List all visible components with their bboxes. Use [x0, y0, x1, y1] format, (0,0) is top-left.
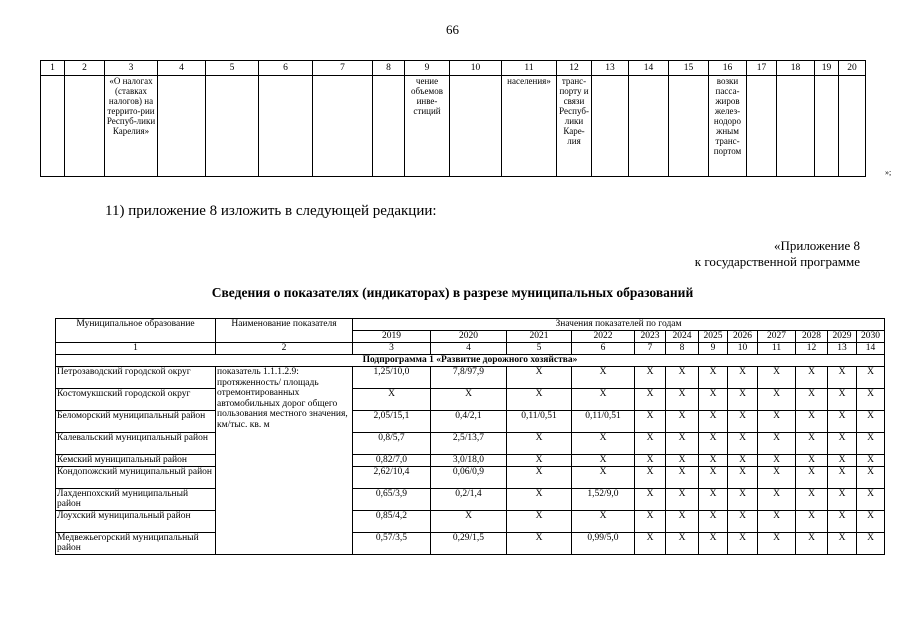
value-cell: X [828, 455, 857, 467]
column-number-cell: 4 [431, 343, 507, 355]
value-cell: X [857, 466, 885, 488]
value-cell: X [635, 455, 666, 467]
value-cell: X [828, 411, 857, 433]
value-cell: X [572, 367, 635, 389]
year-header: 2023 [635, 331, 666, 343]
table-row [56, 455, 885, 467]
value-cell: X [666, 433, 699, 455]
value-cell: X [635, 466, 666, 488]
indicator-name: показатель 1.1.1.2.9: протяженность/ площадь отремонтированных автомобильных дорог общего пользования местного значения, км/тыс. кв. м [216, 367, 353, 555]
municipality-name: Медвежьегорский муниципальный район [56, 532, 216, 554]
column-number-cell: 3 [353, 343, 431, 355]
municipality-name: Костомукшский городской округ [56, 389, 216, 411]
value-cell: X [857, 532, 885, 554]
table-cell [592, 76, 629, 177]
municipality-name: Кемский муниципальный район [56, 455, 216, 467]
value-cell: X [796, 532, 828, 554]
column-number-cell: 9 [405, 61, 450, 76]
value-cell: X [758, 433, 796, 455]
value-cell: X [353, 389, 431, 411]
year-header: 2021 [507, 331, 572, 343]
year-header: 2029 [828, 331, 857, 343]
table-cell [629, 76, 669, 177]
column-number-cell: 14 [857, 343, 885, 355]
value-cell: X [857, 367, 885, 389]
municipality-name: Петрозаводский городской округ [56, 367, 216, 389]
value-cell: X [758, 411, 796, 433]
value-cell: X [828, 510, 857, 532]
value-cell: X [728, 389, 758, 411]
value-cell: 7,8/97,9 [431, 367, 507, 389]
value-cell: X [828, 532, 857, 554]
value-cell: X [666, 367, 699, 389]
year-header: 2020 [431, 331, 507, 343]
value-cell: X [699, 488, 728, 510]
table-row [56, 411, 885, 433]
continued-table [40, 60, 866, 177]
value-cell: X [666, 466, 699, 488]
table-cell: населения» [502, 76, 557, 177]
value-cell: X [699, 411, 728, 433]
value-cell: X [857, 510, 885, 532]
value-cell: X [572, 455, 635, 467]
column-number-cell: 17 [747, 61, 777, 76]
value-cell: X [507, 466, 572, 488]
column-number-cell: 20 [839, 61, 866, 76]
municipality-name: Лахденпохский муниципальный район [56, 488, 216, 510]
column-number-cell: 6 [259, 61, 313, 76]
table-cell [259, 76, 313, 177]
table-cell [158, 76, 206, 177]
municipality-name: Беломорский муниципальный район [56, 411, 216, 433]
column-number-cell: 12 [796, 343, 828, 355]
table-cell [41, 76, 65, 177]
instruction-text: 11) приложение 8 изложить в следующей редакции: [105, 203, 437, 219]
value-cell: 0,4/2,1 [431, 411, 507, 433]
value-cell: 1,25/10,0 [353, 367, 431, 389]
value-cell: 0,11/0,51 [572, 411, 635, 433]
year-header: 2028 [796, 331, 828, 343]
value-cell: X [728, 510, 758, 532]
appendix-line-1: «Приложение 8 [773, 238, 860, 253]
value-cell: X [666, 510, 699, 532]
value-cell: 0,06/0,9 [431, 466, 507, 488]
year-header: 2027 [758, 331, 796, 343]
column-number-cell: 11 [758, 343, 796, 355]
table-row [56, 510, 885, 532]
table-cell [777, 76, 815, 177]
value-cell: 0,65/3,9 [353, 488, 431, 510]
value-cell: X [507, 389, 572, 411]
value-cell: X [507, 367, 572, 389]
value-cell: X [857, 488, 885, 510]
value-cell: X [666, 455, 699, 467]
value-cell: 0,85/4,2 [353, 510, 431, 532]
value-cell: X [796, 488, 828, 510]
appendix-heading [695, 238, 860, 270]
table-row [56, 367, 885, 389]
column-number-cell: 11 [502, 61, 557, 76]
value-cell: X [796, 455, 828, 467]
municipality-name: Калевальский муниципальный район [56, 433, 216, 455]
municipality-name: Кондопожский муниципальный район [56, 466, 216, 488]
column-number-cell: 2 [216, 343, 353, 355]
value-cell: X [828, 389, 857, 411]
value-cell: X [635, 389, 666, 411]
document-title: Сведения о показателях (индикаторах) в разрезе муниципальных образований [211, 285, 694, 300]
value-cell: X [728, 532, 758, 554]
table-cell [747, 76, 777, 177]
value-cell: X [699, 532, 728, 554]
value-cell: 1,52/9,0 [572, 488, 635, 510]
value-cell: X [431, 389, 507, 411]
column-number-cell: 3 [105, 61, 158, 76]
value-cell: X [507, 433, 572, 455]
value-cell: X [572, 389, 635, 411]
value-cell: X [699, 389, 728, 411]
value-cell: X [796, 367, 828, 389]
value-cell: X [666, 389, 699, 411]
column-number-cell: 7 [635, 343, 666, 355]
value-cell: X [796, 411, 828, 433]
column-number-cell: 1 [56, 343, 216, 355]
value-cell: X [796, 389, 828, 411]
value-cell: X [699, 466, 728, 488]
value-cell: X [699, 367, 728, 389]
table-cell [313, 76, 373, 177]
value-cell: X [699, 455, 728, 467]
value-cell: X [857, 433, 885, 455]
table-cell [839, 76, 866, 177]
value-cell: X [758, 510, 796, 532]
value-cell: X [728, 433, 758, 455]
value-cell: 0,99/5,0 [572, 532, 635, 554]
value-cell: X [699, 433, 728, 455]
value-cell: X [572, 466, 635, 488]
value-cell: X [796, 433, 828, 455]
year-header: 2026 [728, 331, 758, 343]
value-cell: X [828, 367, 857, 389]
subprogram-heading: Подпрограмма 1 «Развитие дорожного хозяйства» [56, 355, 885, 367]
table-row [56, 532, 885, 554]
header-values-by-years: Значения показателей по годам [353, 319, 885, 331]
column-number-cell: 8 [373, 61, 405, 76]
column-number-cell: 9 [699, 343, 728, 355]
table-cell [815, 76, 839, 177]
value-cell: X [507, 510, 572, 532]
value-cell: X [857, 389, 885, 411]
value-cell: X [728, 466, 758, 488]
column-number-cell: 7 [313, 61, 373, 76]
column-number-cell: 13 [828, 343, 857, 355]
column-number-cell: 5 [507, 343, 572, 355]
value-cell: X [796, 510, 828, 532]
value-cell: X [666, 411, 699, 433]
column-number-cell: 13 [592, 61, 629, 76]
table-cell: возки пасса-жиров желез-нодоро жным транс-портом [709, 76, 747, 177]
value-cell: X [758, 455, 796, 467]
table-cell [373, 76, 405, 177]
table-row [56, 466, 885, 488]
value-cell: X [635, 510, 666, 532]
value-cell: X [758, 389, 796, 411]
column-number-cell: 2 [65, 61, 105, 76]
value-cell: 3,0/18,0 [431, 455, 507, 467]
value-cell: X [572, 433, 635, 455]
value-cell: X [758, 532, 796, 554]
value-cell: 0,57/3,5 [353, 532, 431, 554]
column-number-cell: 18 [777, 61, 815, 76]
value-cell: 2,62/10,4 [353, 466, 431, 488]
value-cell: X [857, 411, 885, 433]
table-cell: «О налогах (ставках налогов) на террито-рии Респуб-лики Карелия» [105, 76, 158, 177]
column-number-cell: 14 [629, 61, 669, 76]
table-cell [450, 76, 502, 177]
column-number-cell: 4 [158, 61, 206, 76]
value-cell: X [828, 488, 857, 510]
value-cell: X [507, 455, 572, 467]
value-cell: X [507, 532, 572, 554]
column-number-cell: 10 [728, 343, 758, 355]
table-cell [206, 76, 259, 177]
table-cell [669, 76, 709, 177]
value-cell: X [796, 466, 828, 488]
column-number-cell: 1 [41, 61, 65, 76]
value-cell: X [728, 455, 758, 467]
year-header: 2030 [857, 331, 885, 343]
value-cell: X [666, 488, 699, 510]
value-cell: X [635, 532, 666, 554]
column-number-cell: 15 [669, 61, 709, 76]
year-header: 2019 [353, 331, 431, 343]
column-number-cell: 12 [557, 61, 592, 76]
page-number: 66 [446, 22, 459, 37]
value-cell: X [728, 367, 758, 389]
value-cell: X [758, 488, 796, 510]
value-cell: X [758, 466, 796, 488]
value-cell: X [758, 367, 796, 389]
municipality-name: Лоухский муниципальный район [56, 510, 216, 532]
table-cell [65, 76, 105, 177]
value-cell: X [635, 433, 666, 455]
table-row [56, 389, 885, 411]
column-number-cell: 19 [815, 61, 839, 76]
year-header: 2022 [572, 331, 635, 343]
column-number-cell: 10 [450, 61, 502, 76]
value-cell: X [635, 367, 666, 389]
value-cell: X [635, 488, 666, 510]
value-cell: 0,29/1,5 [431, 532, 507, 554]
value-cell: 2,5/13,7 [431, 433, 507, 455]
year-header: 2024 [666, 331, 699, 343]
value-cell: X [507, 488, 572, 510]
value-cell: X [572, 510, 635, 532]
value-cell: X [857, 455, 885, 467]
value-cell: X [828, 466, 857, 488]
column-number-cell: 6 [572, 343, 635, 355]
continuation-mark: »; [885, 168, 892, 177]
value-cell: 2,05/15,1 [353, 411, 431, 433]
column-number-cell: 5 [206, 61, 259, 76]
header-indicator: Наименование показателя [216, 319, 353, 343]
value-cell: X [699, 510, 728, 532]
value-cell: 0,82/7,0 [353, 455, 431, 467]
value-cell: X [635, 411, 666, 433]
value-cell: X [728, 488, 758, 510]
header-municipality: Муниципальное образование [56, 319, 216, 343]
column-number-cell: 8 [666, 343, 699, 355]
indicators-table [55, 318, 885, 555]
table-cell: чение объемов инве-стиций [405, 76, 450, 177]
year-header: 2025 [699, 331, 728, 343]
value-cell: X [728, 411, 758, 433]
value-cell: X [431, 510, 507, 532]
value-cell: X [828, 433, 857, 455]
value-cell: X [666, 532, 699, 554]
table-cell: транс-порту и связи Респуб-лики Каре-лия [557, 76, 592, 177]
value-cell: 0,2/1,4 [431, 488, 507, 510]
appendix-line-2: к государственной программе [694, 254, 860, 269]
column-number-cell: 16 [709, 61, 747, 76]
value-cell: 0,11/0,51 [507, 411, 572, 433]
table-row [56, 433, 885, 455]
table-row [56, 488, 885, 510]
value-cell: 0,8/5,7 [353, 433, 431, 455]
